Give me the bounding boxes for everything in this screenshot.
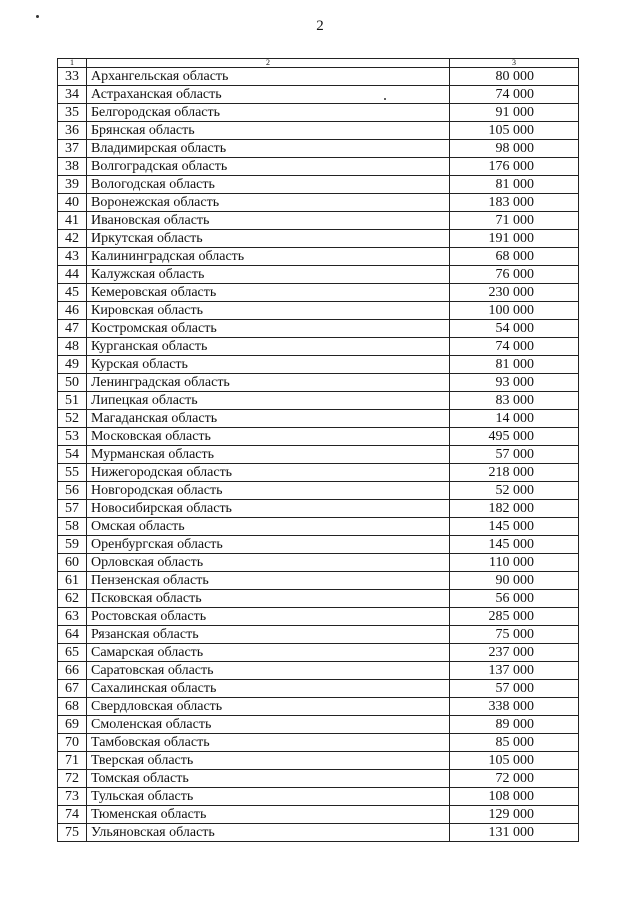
region-name: Пензенская область bbox=[87, 572, 450, 590]
region-name: Магаданская область bbox=[87, 410, 450, 428]
table-row bbox=[58, 122, 579, 140]
region-value: 176 000 bbox=[450, 158, 579, 176]
table-row bbox=[58, 788, 579, 806]
region-value: 75 000 bbox=[450, 626, 579, 644]
table-header-row bbox=[58, 59, 579, 68]
region-value: 131 000 bbox=[450, 824, 579, 842]
row-number: 53 bbox=[58, 428, 87, 446]
row-number: 60 bbox=[58, 554, 87, 572]
region-value: 83 000 bbox=[450, 392, 579, 410]
region-name: Смоленская область bbox=[87, 716, 450, 734]
row-number: 66 bbox=[58, 662, 87, 680]
region-value: 76 000 bbox=[450, 266, 579, 284]
table-row bbox=[58, 248, 579, 266]
table-row bbox=[58, 410, 579, 428]
region-value: 81 000 bbox=[450, 176, 579, 194]
region-name: Владимирская область bbox=[87, 140, 450, 158]
region-value: 91 000 bbox=[450, 104, 579, 122]
table-row bbox=[58, 140, 579, 158]
region-value: 90 000 bbox=[450, 572, 579, 590]
region-name: Вологодская область bbox=[87, 176, 450, 194]
region-value: 182 000 bbox=[450, 500, 579, 518]
region-name: Томская область bbox=[87, 770, 450, 788]
table-row bbox=[58, 320, 579, 338]
table-row bbox=[58, 392, 579, 410]
region-name: Тамбовская область bbox=[87, 734, 450, 752]
region-value: 74 000 bbox=[450, 86, 579, 104]
row-number: 71 bbox=[58, 752, 87, 770]
region-name: Липецкая область bbox=[87, 392, 450, 410]
table-row bbox=[58, 374, 579, 392]
region-name: Свердловская область bbox=[87, 698, 450, 716]
region-name: Новосибирская область bbox=[87, 500, 450, 518]
row-number: 67 bbox=[58, 680, 87, 698]
region-name: Ростовская область bbox=[87, 608, 450, 626]
table-row bbox=[58, 572, 579, 590]
region-value: 93 000 bbox=[450, 374, 579, 392]
region-name: Мурманская область bbox=[87, 446, 450, 464]
table-row bbox=[58, 68, 579, 86]
row-number: 61 bbox=[58, 572, 87, 590]
region-value: 237 000 bbox=[450, 644, 579, 662]
table-row bbox=[58, 824, 579, 842]
region-name: Тульская область bbox=[87, 788, 450, 806]
row-number: 64 bbox=[58, 626, 87, 644]
region-value: 80 000 bbox=[450, 68, 579, 86]
table-row bbox=[58, 680, 579, 698]
region-value: 495 000 bbox=[450, 428, 579, 446]
table-row bbox=[58, 266, 579, 284]
table-row bbox=[58, 518, 579, 536]
region-value: 100 000 bbox=[450, 302, 579, 320]
row-number: 59 bbox=[58, 536, 87, 554]
region-value: 56 000 bbox=[450, 590, 579, 608]
region-name: Архангельская область bbox=[87, 68, 450, 86]
region-name: Воронежская область bbox=[87, 194, 450, 212]
region-value: 108 000 bbox=[450, 788, 579, 806]
region-value: 129 000 bbox=[450, 806, 579, 824]
region-value: 68 000 bbox=[450, 248, 579, 266]
region-name: Саратовская область bbox=[87, 662, 450, 680]
row-number: 75 bbox=[58, 824, 87, 842]
table-row bbox=[58, 194, 579, 212]
region-name: Волгоградская область bbox=[87, 158, 450, 176]
row-number: 41 bbox=[58, 212, 87, 230]
regions-table bbox=[57, 58, 579, 842]
row-number: 55 bbox=[58, 464, 87, 482]
region-name: Самарская область bbox=[87, 644, 450, 662]
region-name: Калужская область bbox=[87, 266, 450, 284]
table-row bbox=[58, 698, 579, 716]
row-number: 38 bbox=[58, 158, 87, 176]
page-number: 2 bbox=[316, 18, 324, 34]
row-number: 43 bbox=[58, 248, 87, 266]
region-value: 145 000 bbox=[450, 518, 579, 536]
region-value: 85 000 bbox=[450, 734, 579, 752]
region-value: 105 000 bbox=[450, 752, 579, 770]
header-col-2: 2 bbox=[87, 59, 450, 68]
row-number: 49 bbox=[58, 356, 87, 374]
table-row bbox=[58, 338, 579, 356]
row-number: 35 bbox=[58, 104, 87, 122]
table-row bbox=[58, 158, 579, 176]
table-row bbox=[58, 716, 579, 734]
region-name: Нижегородская область bbox=[87, 464, 450, 482]
region-name: Сахалинская область bbox=[87, 680, 450, 698]
table-row bbox=[58, 356, 579, 374]
region-name: Тверская область bbox=[87, 752, 450, 770]
region-value: 105 000 bbox=[450, 122, 579, 140]
row-number: 34 bbox=[58, 86, 87, 104]
row-number: 45 bbox=[58, 284, 87, 302]
table-row bbox=[58, 662, 579, 680]
table-row bbox=[58, 806, 579, 824]
table-row bbox=[58, 482, 579, 500]
region-value: 81 000 bbox=[450, 356, 579, 374]
table-row bbox=[58, 500, 579, 518]
region-value: 98 000 bbox=[450, 140, 579, 158]
region-value: 338 000 bbox=[450, 698, 579, 716]
row-number: 62 bbox=[58, 590, 87, 608]
region-value: 191 000 bbox=[450, 230, 579, 248]
region-value: 285 000 bbox=[450, 608, 579, 626]
region-name: Белгородская область bbox=[87, 104, 450, 122]
region-name: Рязанская область bbox=[87, 626, 450, 644]
region-name: Орловская область bbox=[87, 554, 450, 572]
table-row bbox=[58, 608, 579, 626]
region-value: 54 000 bbox=[450, 320, 579, 338]
table-row bbox=[58, 554, 579, 572]
row-number: 54 bbox=[58, 446, 87, 464]
table-row bbox=[58, 176, 579, 194]
region-value: 14 000 bbox=[450, 410, 579, 428]
row-number: 69 bbox=[58, 716, 87, 734]
region-name: Ивановская область bbox=[87, 212, 450, 230]
region-name: Курская область bbox=[87, 356, 450, 374]
header-col-3: 3 bbox=[450, 59, 579, 68]
row-number: 73 bbox=[58, 788, 87, 806]
table-row bbox=[58, 626, 579, 644]
row-number: 46 bbox=[58, 302, 87, 320]
region-value: 183 000 bbox=[450, 194, 579, 212]
table-row bbox=[58, 302, 579, 320]
region-name: Тюменская область bbox=[87, 806, 450, 824]
region-value: 218 000 bbox=[450, 464, 579, 482]
table-row bbox=[58, 536, 579, 554]
region-value: 74 000 bbox=[450, 338, 579, 356]
region-value: 72 000 bbox=[450, 770, 579, 788]
row-number: 33 bbox=[58, 68, 87, 86]
row-number: 65 bbox=[58, 644, 87, 662]
table-row bbox=[58, 446, 579, 464]
region-value: 110 000 bbox=[450, 554, 579, 572]
row-number: 42 bbox=[58, 230, 87, 248]
region-name: Ульяновская область bbox=[87, 824, 450, 842]
region-value: 137 000 bbox=[450, 662, 579, 680]
row-number: 36 bbox=[58, 122, 87, 140]
region-value: 57 000 bbox=[450, 680, 579, 698]
region-value: 52 000 bbox=[450, 482, 579, 500]
row-number: 58 bbox=[58, 518, 87, 536]
table-row bbox=[58, 734, 579, 752]
region-value: 230 000 bbox=[450, 284, 579, 302]
row-number: 68 bbox=[58, 698, 87, 716]
region-value: 145 000 bbox=[450, 536, 579, 554]
row-number: 40 bbox=[58, 194, 87, 212]
table-row bbox=[58, 86, 579, 104]
row-number: 52 bbox=[58, 410, 87, 428]
region-name: Кемеровская область bbox=[87, 284, 450, 302]
row-number: 37 bbox=[58, 140, 87, 158]
region-name: Московская область bbox=[87, 428, 450, 446]
row-number: 72 bbox=[58, 770, 87, 788]
region-name: Иркутская область bbox=[87, 230, 450, 248]
region-name: Курганская область bbox=[87, 338, 450, 356]
row-number: 39 bbox=[58, 176, 87, 194]
table-row bbox=[58, 212, 579, 230]
region-value: 89 000 bbox=[450, 716, 579, 734]
table-row bbox=[58, 644, 579, 662]
table-row bbox=[58, 770, 579, 788]
region-value: 57 000 bbox=[450, 446, 579, 464]
table-row bbox=[58, 284, 579, 302]
row-number: 47 bbox=[58, 320, 87, 338]
region-name: Новгородская область bbox=[87, 482, 450, 500]
region-name: Псковская область bbox=[87, 590, 450, 608]
table-row bbox=[58, 752, 579, 770]
row-number: 50 bbox=[58, 374, 87, 392]
region-name: Омская область bbox=[87, 518, 450, 536]
header-col-1: 1 bbox=[58, 59, 87, 68]
row-number: 51 bbox=[58, 392, 87, 410]
table-row bbox=[58, 104, 579, 122]
region-name: Астраханская область bbox=[87, 86, 450, 104]
row-number: 48 bbox=[58, 338, 87, 356]
row-number: 56 bbox=[58, 482, 87, 500]
table-row bbox=[58, 230, 579, 248]
row-number: 63 bbox=[58, 608, 87, 626]
region-name: Ленинградская область bbox=[87, 374, 450, 392]
table-row bbox=[58, 590, 579, 608]
region-name: Кировская область bbox=[87, 302, 450, 320]
table-row bbox=[58, 464, 579, 482]
region-name: Калининградская область bbox=[87, 248, 450, 266]
row-number: 44 bbox=[58, 266, 87, 284]
row-number: 74 bbox=[58, 806, 87, 824]
region-value: 71 000 bbox=[450, 212, 579, 230]
row-number: 57 bbox=[58, 500, 87, 518]
region-name: Оренбургская область bbox=[87, 536, 450, 554]
table-row bbox=[58, 428, 579, 446]
region-name: Костромская область bbox=[87, 320, 450, 338]
region-name: Брянская область bbox=[87, 122, 450, 140]
row-number: 70 bbox=[58, 734, 87, 752]
